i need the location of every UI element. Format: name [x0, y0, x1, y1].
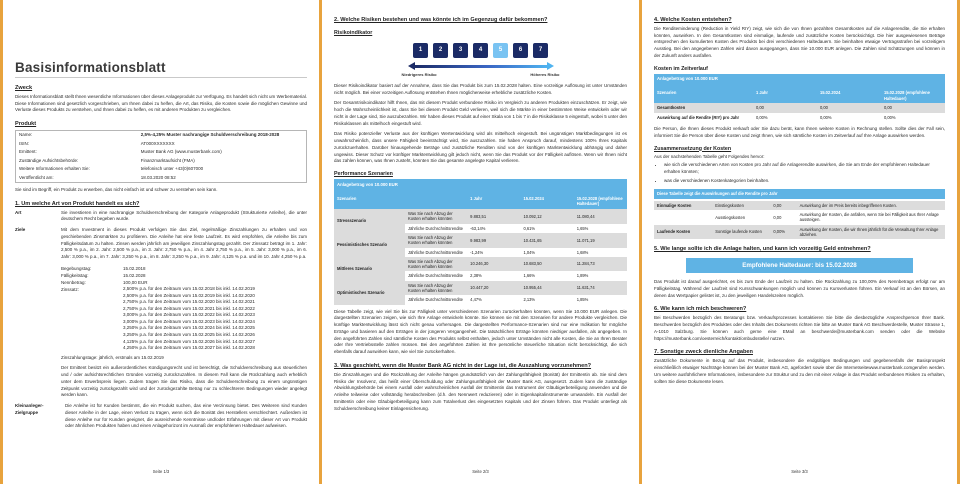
table-row	[334, 281, 627, 296]
scenario-return: 2,13%	[520, 295, 573, 304]
product-row-value: Muster Bank AG (www.musterbank.com)	[140, 149, 222, 155]
heading-zweck: Zweck	[15, 85, 33, 91]
risk-scale-labels	[402, 72, 560, 77]
cost-type: Sonstige laufende Kosten	[712, 225, 770, 240]
cost-row-name: Auswirkung auf die Rendite (RIY) pro Jahr	[654, 113, 753, 122]
zielgruppe-label: Kleinanleger-Zielgruppe	[15, 403, 44, 415]
scenario-return: 0,61%	[520, 224, 573, 233]
composition-bullets	[664, 162, 945, 184]
heading-section-2: 2. Welche Risiken bestehen und was könnte ich im Gegenzug dafür bekommen?	[334, 17, 548, 23]
scenario-value-label: Was Sie nach Abzug der Kosten erhalten könnten	[405, 233, 467, 248]
zinszahlung-text: Zinszahlungstage: jährlich, erstmals am 15.02.2019	[61, 354, 164, 360]
scenario-return-label: Jährliche Durchschnittsrendite	[405, 248, 467, 257]
scenario-value: 10.092,12	[520, 209, 573, 224]
scenario-return-label: Jährliche Durchschnittsrendite	[405, 224, 467, 233]
section-5-text: Das Produkt ist darauf ausgerichtet, es bis zum Ende der Laufzeit zu halten. Die Rückzahlung zu 100,00% des Nennbetrags erfolgt nur am Fälligkeitstag. Während der Laufzeit sind Kursschwankungen möglich und können zu Kursverlusten führen. Ein Verkauf ist an den Börsen, an denen das Wertpapier gelistet ist, zu den jeweiligen Handelszeiten möglich.	[654, 279, 945, 298]
cost-type: Einstiegskosten	[712, 201, 770, 210]
heading-produkt: Produkt	[15, 121, 37, 128]
scenario-value-label: Was Sie nach Abzug der Kosten erhalten könnten	[405, 281, 467, 296]
list-item: 4,250% p.a. für den Zeitraum vom 15.02.2027 bis inkl. 14.02.2028	[123, 345, 255, 351]
scenario-return: 4,47%	[467, 295, 520, 304]
scenario-value: 11.631,74	[574, 281, 627, 296]
cost-row-value: 0,00%	[753, 113, 817, 122]
cost-value: 0,00	[770, 210, 796, 225]
product-warning: Sie sind im Begriff, ein Produkt zu erwerben, das nicht einfach ist und schwer zu verstehen sein kann.	[15, 186, 218, 192]
scenario-value: 10.683,50	[520, 257, 573, 272]
scenario-return: 1,66%	[520, 271, 573, 280]
page-3	[640, 0, 960, 484]
table-row	[334, 209, 627, 224]
scenario-name: Stressszenario	[334, 209, 405, 233]
art-text: Sie investieren in eine nachrangige Schuldverschreibung der Kategorie Anlageprodukt (Strukturierte Anleihe), die unter deutschem Recht begeben wurde.	[61, 209, 307, 222]
table-row	[654, 225, 945, 240]
risk-box-1[interactable]: 1	[413, 43, 428, 58]
risk-box-3[interactable]: 3	[453, 43, 468, 58]
table-row	[16, 173, 307, 182]
page-2	[320, 0, 640, 484]
scenario-value: 10.431,65	[520, 233, 573, 248]
product-row-key: Zuständige Aufsichtsbehörde:	[19, 157, 79, 163]
scenario-value: 9.883,51	[467, 209, 520, 224]
table-row	[654, 113, 945, 122]
cost-description: Auswirkung der Kosten, die anfallen, wenn Sie bei Fälligkeit aus Ihrer Anlage aussteigen.	[797, 210, 945, 225]
cost-composition-band: Diese Tabelle zeigt die Auswirkungen auf die Rendite pro Jahr	[654, 189, 945, 199]
scenario-value-label: Was Sie nach Abzug der Kosten erhalten könnten	[405, 257, 467, 272]
costs-col-header: 15.02.2024	[817, 88, 881, 104]
heading-section-4: 4. Welche Kosten entstehen?	[654, 17, 732, 23]
list-item: 2,750% p.a. für den Zeitraum vom 15.02.2020 bis inkl. 14.02.2021	[123, 299, 255, 305]
key-date-value: 100,00 EUR	[123, 280, 148, 286]
zielgruppe-text: Die Anleihe ist für Kunden bestimmt, die ein Produkt suchen, das eine Verzinsung bietet. Des Weiteren sind Kunden dieser Anleihe in der Lage, einen Verlust zu tragen, wenn sich die Bonität des Herstellers verschlechtert. Außerdem ist diese Anleihe nur für Kunden geeignet, die ausreichende Kenntnisse und/oder Erfahrungen mit dieser Art von Produkt oder ähnlichen Produkten haben und einen Anlagehorizont im Ausmaß der empfohlenen Haltedauer aufweisen.	[65, 403, 307, 429]
product-row-value: AT000XXXXXXX	[140, 140, 175, 146]
product-row-key: Name:	[19, 132, 33, 138]
key-date-row	[61, 265, 307, 272]
heading-risikoindikator: Risikoindikator	[334, 29, 373, 36]
costs-over-time-table	[654, 74, 945, 122]
list-item: 3,000% p.a. für den Zeitraum vom 15.02.2022 bis inkl. 14.02.2023	[123, 312, 255, 318]
product-row-value: 18.03.2020 08:52	[140, 174, 176, 180]
recommended-holding-period-banner: Empfohlene Haltedauer: bis 15.02.2028	[686, 258, 913, 273]
risk-indicator	[334, 43, 627, 77]
risk-label-low: Niedrigeres Risiko	[401, 71, 437, 77]
scenario-name: Pessimistisches Szenario	[334, 233, 405, 257]
scenario-value: 10.955,44	[520, 281, 573, 296]
table-row	[16, 131, 307, 140]
page-2-footer: Seite 2/3	[472, 469, 489, 474]
cost-row-value: 0,00%	[881, 113, 945, 122]
risk-scale-boxes[interactable]	[334, 43, 627, 58]
cost-composition-table	[654, 201, 945, 240]
scenario-return: -1,24%	[467, 248, 520, 257]
scenario-value: 9.983,99	[467, 233, 520, 248]
product-ziele-row	[15, 227, 307, 261]
scenario-return: 1,65%	[574, 224, 627, 233]
scenario-return: 1,89%	[574, 271, 627, 280]
section-3-text: Die Zinszahlungen und die Rückzahlung der Anleihe hängen grundsätzlich von der Zahlungsfähigkeit (Bonität) der Emittentin ab. Sie sind dem Risiko der Insolvenz, das heißt einer Überschuldung oder Zahlungsunfähigkeit der Muster Bank AG, ausgesetzt. Zudem kann die zuständige Abwicklungsbehörde bei einem Ausfall oder wahrscheinlichen Ausfall der Emittentin das Instrument der Gläubigerbeteiligung anwenden und die Anleihe teilweise oder vollständig herabschreiben (d.h. den Nennwert reduzieren) oder in Eigenkapitalinstrumente umwandeln. Ein Ausfall der Emittentin oder eine Gläubigerbeteiligung kann zum Totalverlust des eingesetzten Kapitals und der Zinsen führen. Das Produkt unterliegt als Schuldverschreibung keiner Einlagensicherung.	[334, 371, 627, 411]
list-item: • wie sich die verschiedenen Arten von Kosten pro Jahr auf die Anlagerendite auswirken, die Sie am Ende der empfohlenen Haltedauer erhalten könnten;	[664, 162, 945, 176]
risk-paragraphs	[334, 83, 627, 165]
costs-header-row	[654, 88, 945, 104]
table-row	[654, 201, 945, 210]
scenarios-col-header: 15.02.2028 (empfohlene Haltedauer)	[574, 193, 627, 209]
product-row-key: ISIN:	[19, 140, 30, 146]
product-row-key: Emittent:	[19, 149, 37, 155]
risk-box-5[interactable]: 5	[493, 43, 508, 58]
cost-value: 0,00%	[770, 225, 796, 240]
product-row-value: telefonisch unter +43(0)607000	[140, 166, 204, 172]
section-4-intro: Die Renditeminderung (Reduction in Yield RIY) zeigt, wie sich die von Ihnen gezahlten Gesamtkosten auf die Anlagerendite, die Sie erhalten könnten, auswirken. In den Gesamtkosten sind einmalige, laufende und zusätzliche Kosten berücksichtigt. Die hier ausgewiesenen Beträge entsprechen den kumulierten Kosten des Produkts bei drei verschiedenen Haltedauern. Sie beinhalten etwaige Vertragsstrafen bei vorzeitigem Ausstieg. Bei den angegebenen Zahlen wird davon ausgegangen, dass Sie 10.000 EUR anlegen. Die Zahlen sind Schätzungen und können in der Zukunft anders ausfallen.	[654, 25, 945, 58]
scenario-value: 11.080,44	[574, 209, 627, 224]
list-item: 3,250% p.a. für den Zeitraum vom 15.02.2024 bis inkl. 14.02.2025	[123, 325, 255, 331]
interest-rate-list	[123, 286, 307, 351]
cost-group: Laufende Kosten	[654, 225, 712, 240]
cost-description: Auswirkung der Kosten, die wir Ihnen jährlich für die Verwaltung Ihrer Anlage abziehen.	[797, 225, 945, 240]
product-row-value: 2,5%-4,25% Muster nachrangige Schuldverschreibung 2018-2028	[140, 132, 280, 138]
scenario-value: 10.246,30	[467, 257, 520, 272]
scenarios-invest-label: Anlagebetrag von 10.000 EUR	[334, 179, 627, 193]
cost-group: Einmalige Kosten	[654, 201, 712, 210]
cost-row-value: 0,00%	[817, 113, 881, 122]
scenario-return: 1,04%	[520, 248, 573, 257]
list-item: 2,500% p.a. für den Zeitraum vom 15.02.2018 bis inkl. 14.02.2019	[123, 286, 255, 292]
page-3-footer: Seite 3/3	[791, 469, 808, 474]
table-row	[16, 165, 307, 173]
list-item: • was die verschiedenen Kostenkategorien beinhalten.	[664, 178, 945, 185]
heading-section-1: 1. Um welche Art von Produkt handelt es sich?	[15, 200, 140, 207]
list-item: 4,125% p.a. für den Zeitraum vom 15.02.2026 bis inkl. 14.02.2027	[123, 338, 255, 344]
key-date-value: 15.02.2018	[123, 265, 146, 271]
scenarios-col-header: 1 Jahr	[467, 193, 520, 209]
cost-group	[654, 210, 712, 225]
product-art-row	[15, 210, 307, 224]
scenario-value-label: Was Sie nach Abzug der Kosten erhalten könnten	[405, 209, 467, 224]
risk-label-high: Höheres Risiko	[530, 71, 560, 77]
scenario-value: 11.284,73	[574, 257, 627, 272]
scenario-name: Optimistisches Szenario	[334, 281, 405, 305]
cost-row-value: 0,00	[881, 103, 945, 112]
scenario-return-label: Jährliche Durchschnittsrendite	[405, 295, 467, 304]
heading-section-6: 6. Wie kann ich mich beschweren?	[654, 306, 747, 313]
section-6-text: Bei Beschwerden bezüglich des Beratungs bzw. Verkaufsprozesses kontaktieren Sie bitte die diesbezügliche Ansprechperson Ihrer Bank. Beschwerden bezüglich des Produktes oder des Inhalts des Dokuments richten Sie bitte an Muster Bank AG Beschwerdestelle, Muster Strasse 1, A-1010 Salzburg. Sie können auch gerne eine EMail an beschwerde@musterbank.com senden oder die Website https://musterbank.com/oesterreich/kontakt/ombudsstelle/ nutzen.	[654, 315, 945, 341]
art-label: Art	[15, 209, 22, 215]
scenario-value: 10.447,20	[467, 281, 520, 296]
scenario-return: -63,14%	[467, 224, 520, 233]
scenario-return: 1,68%	[574, 248, 627, 257]
list-item: 3,000% p.a. für den Zeitraum vom 15.02.2023 bis inkl. 14.02.2024	[123, 318, 255, 324]
product-row-value: Finanzmarktaufsicht (FMA)	[140, 157, 195, 163]
kuendigung-text: Der Emittent besitzt ein außerordentliches Kündigungsrecht und ist berechtigt, die Schuldverschreibung aus steuerlichen und / oder aufsichtsrechtlichen Gründen vorzeitig zurückzuzahlen. In diesem Fall kann die Rückzahlung auch erheblich unter dem Erwerbspreis liegen. Zudem tragen Sie das Risiko, dass die Schuldverschreibung zu einem ungünstigen Zeitpunkt vorzeitig zurückgezahlt wird und der zurückgezahlte Betrag nur zu schlechteren Bedingungen wieder angelegt werden kann.	[61, 365, 307, 398]
risk-box-4[interactable]: 4	[473, 43, 488, 58]
table-row	[334, 233, 627, 248]
section-7-text: Zusätzliche Dokumente in Bezug auf das Produkt, insbesondere die endgültigen Bedingungen und gegebenenfalls der Basisprospekt einschließlich etwaiger Nachträge können bei der Muster Bank AG, agefordert sowie über die Internetseitewww.musterbank.comgerufen werden. Um weitere ausführlichere Informationen, insbesondere zur Struktur und zu den mit einer Anlage in das Produkt verbundenen Risiken zu erhalten, sollten Sie diese Dokumente lesen.	[654, 358, 945, 384]
product-table	[15, 130, 307, 183]
zweck-text: Dieses Informationsblatt stellt Ihnen wesentliche Informationen über dieses Anlageprodukt zur Verfügung. Es handelt sich nicht um Werbematerial. Diese Informationen sind gesetzlich vorgeschrieben, um Ihnen dabei zu helfen, die Art, das Risiko, die Kosten sowie die möglichen Gewinne und Verluste dieses Produkts zu verstehen, und Ihnen dabei zu helfen, es mit anderen Produkten zu vergleichen.	[15, 93, 307, 113]
list-item: 3,250% p.a. für den Zeitraum vom 15.02.2025 bis inkl. 14.02.2026	[123, 332, 255, 337]
risk-paragraph: Der Gesamtrisikoindikator hilft Ihnen, das mit diesem Produkt verbundene Risiko im Vergleich zu anderen Produkten einzuschätzen. Er zeigt, wie hoch die Wahrscheinlichkeit ist, dass Sie bei diesem Produkt Geld verlieren, weil sich die Märkte in einer bestimmten Weise entwickeln oder wir nicht in der Lage sind, Sie auszubezahlen. Wir haben dieses Produkt auf einer Skala von 1 bis 7 in die Risikoklasse 5 eingestuft, wobei 5 unter den Risikoklassen als mittelhoch eingestuft wird.	[334, 100, 627, 126]
ziele-text: Mit dem Investment in dieses Produkt verfolgen Sie das Ziel, regelmäßige Zinszahlungen zu erhalten und von geschiebenden Zinsmärkten zu profitieren. Die Anleihe hat eine feste Laufzeit. Es wird empfohlen, die Anleihe bis zum Fälligkeitsdatum zu halten. Zinsen werden jährlich am jeweiligen Zinszahlungstag gezahlt. Der Zinssatz beträgt im 1. Jahr: 2,500 % p.a., im 2. Jahr: 2,500 % p.a., im 3. Jahr: 2,750 % p.a., im 4. Jahr 2,750 % p.a., im 5. Jahr: 3,000 % p.a., im 6. Jahr: 3,000 % p.a., im 7. Jahr: 3,250 % p.a., im 8. Jahr: 3,250 % p.a., im 9. Jahr: 4,125 % p.a. und im 10. Jahr 4,250 % p.a.	[61, 227, 307, 260]
cost-row-value: 0,00	[817, 103, 881, 112]
performance-scenarios-table	[334, 179, 627, 304]
scenarios-col-header: 15.02.2024	[520, 193, 573, 209]
table-row	[16, 157, 307, 165]
table-row	[654, 210, 945, 225]
risk-paragraph: Das Risiko potenzieller Verluste aus der künftigen Wertentwicklung wird als mittelhoch eingestuft. Bei ungünstigen Marktbedingungen ist es unwahrscheinlich, dass unsere Fähigkeit beeinträchtigt wird, Sie auszuzahlen. Sie haben Anspruch darauf, mindestens 100% Ihres Kapitals zurückzuerhalten. Darüber hinausgehende Beträge und zusätzliche Renditen sind von der künftigen Marktentwicklung abhängig und daher ungewiss. Dieser Schutz vor künftiger Marktentwicklung gilt jedoch nicht, wenn Sie das Produkt vor der Fälligkeit auflösen. Wenn wir Ihnen nicht das zahlen können, was Ihnen zusteht, könnten Sie das gesamte angelegte Kapital verlieren.	[334, 131, 627, 164]
scenarios-col-label: Szenarien	[334, 193, 467, 209]
key-date-row	[61, 272, 307, 279]
scenarios-header-row	[334, 193, 627, 209]
risk-box-2[interactable]: 2	[433, 43, 448, 58]
table-row	[16, 148, 307, 156]
cost-row-value: 0,00	[753, 103, 817, 112]
cost-row-name: Gesamtkosten	[654, 103, 753, 112]
risk-box-7[interactable]: 7	[533, 43, 548, 58]
scenario-value: 11.071,19	[574, 233, 627, 248]
zinssatz-block	[61, 286, 307, 351]
heading-kosten-im-zeitverlauf: Kosten im Zeitverlauf	[654, 65, 708, 72]
key-date-label: Fälligkeitstag:	[61, 273, 89, 279]
key-date-label: Begebungstag:	[61, 265, 92, 271]
scenario-return: 1,85%	[574, 295, 627, 304]
cost-value: 0,00	[770, 201, 796, 210]
key-date-label: Nennbetrag:	[61, 280, 86, 286]
costs-col-header: 1 Jahr	[753, 88, 817, 104]
cost-description: Auswirkung der im Preis bereits inbegriffenen Kosten.	[797, 201, 945, 210]
heading-section-5: 5. Wie lange sollte ich die Anlage halten, und kann ich vorzeitig Geld entnehmen?	[654, 246, 871, 253]
product-key-dates	[61, 265, 307, 399]
table-row	[334, 257, 627, 272]
scenario-name: Mittleres Szenario	[334, 257, 405, 281]
heading-section-3: 3. Was geschieht, wenn die Muster Bank AG nicht in der Lage ist, die Auszahlung vorzunehmen?	[334, 362, 592, 369]
cost-type: Ausstiegskosten	[712, 210, 770, 225]
page-1	[0, 0, 320, 484]
scenarios-note: Diese Tabelle zeigt, wie viel Sie bis zur Fälligkeit unter verschiedenen Szenarien zurückerhalten könnten, wenn Sie 10.000 EUR anlegen. Die dargestellten Szenarien zeigen, wie sich Ihre Anlage entwickeln könnte. Sie können sie mit den Szenarien für andere Produkte vergleichen. Die künftige Marktentwicklung lässt sich nicht genau vorhersagen. Die dargestellten Performance-Szenarien sind nur eine Indikation für mögliche Erträge und basieren auf den Erträgen in der jüngeren Vergangenheit. Die tatsächlichen Erträge könnten niedriger ausfallen, als angegeben. In den angeführten Zahlen sind sämtliche Kosten des Produkts selbst enthalten, jedoch unter Umständen nicht alle Kosten, die Sie an Ihren Berater oder Ihre Vertriebsstelle zahlen müssen. Bei den angeführten Zahlen ist Ihre persönliche steuerliche Situation nicht berücksichtigt, die sich ebenfalls darauf auswirken kann, wie viel Sie zurückerhalten.	[334, 308, 627, 355]
costs-invest-label: Anlagebetrag von 10.000 EUR	[654, 74, 945, 88]
scenario-return: 2,38%	[467, 271, 520, 280]
costs-col-label: Szenarien	[654, 88, 753, 104]
risk-arrow-icon	[408, 62, 554, 71]
product-row-key: Weitere Informationen erhalten Sie:	[19, 166, 90, 172]
costs-note: Die Person, die Ihnen dieses Produkt verkauft oder Sie dazu berät, kann Ihnen weitere Kosten in Rechnung stellen. Sollte dies der Fall sein, informiert Sie die Person über diese Kosten und zeigt Ihnen, wie sich sämtliche Kosten im Zeitverlauf auf Ihre Anlage auswirken werden.	[654, 126, 945, 138]
risk-paragraph: Dieser Risikoindikator basiert auf der Annahme, dass Sie das Produkt bis zum 15.02.2028 halten. Eine vorzeitige Auflösung ist unter Umständen nicht möglich. Bei einer vorzeitigen Auflösung entstehen Ihnen möglicherweise erhebliche zusätzliche Kosten.	[334, 82, 627, 95]
zielgruppe-row	[15, 403, 307, 430]
composition-intro: Aus der nachstehenden Tabelle geht Folgendes hervor:	[654, 153, 765, 159]
page-title: Basisinformationsblatt	[15, 60, 307, 78]
table-row	[654, 103, 945, 112]
zinssatz-label: Zinssatz:	[61, 287, 80, 293]
ziele-label: Ziele	[15, 227, 26, 233]
risk-box-6[interactable]: 6	[513, 43, 528, 58]
product-row-key: Veröffentlicht am:	[19, 174, 54, 180]
list-item: 2,750% p.a. für den Zeitraum vom 15.02.2021 bis inkl. 14.02.2022	[123, 305, 255, 311]
heading-zusammensetzung-kosten: Zusammensetzung der Kosten	[654, 145, 732, 152]
list-item: 2,500% p.a. für den Zeitraum vom 15.02.2019 bis inkl. 14.02.2020	[123, 292, 255, 298]
page-1-footer: Seite 1/3	[152, 469, 170, 474]
scenario-return-label: Jährliche Durchschnittsrendite	[405, 271, 467, 280]
heading-performance-szenarien: Performance Szenarien	[334, 171, 393, 178]
costs-col-header: 15.02.2028 (empfohlene Haltedauer)	[881, 88, 945, 104]
key-date-row	[61, 279, 307, 286]
table-row	[16, 140, 307, 148]
heading-section-7: 7. Sonstige zweck dienliche Angaben	[654, 349, 753, 356]
key-date-value: 15.02.2028	[123, 273, 146, 279]
